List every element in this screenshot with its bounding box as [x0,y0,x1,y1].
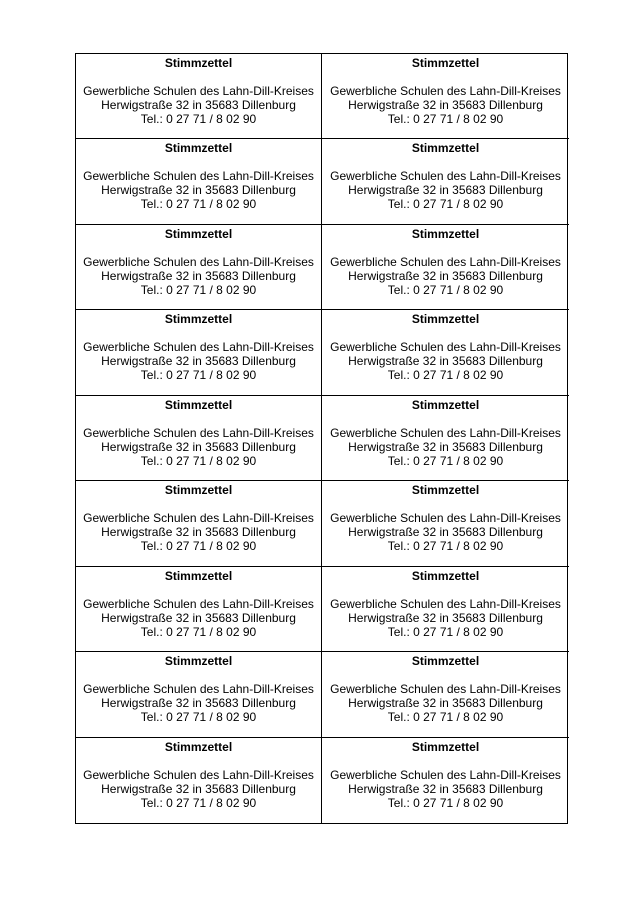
ballot-title: Stimmzettel [164,397,233,412]
ballot-card [322,139,569,224]
ballot-title: Stimmzettel [411,397,480,412]
school-address: Herwigstraße 32 in 35683 Dillenburg [348,696,543,711]
school-address: Herwigstraße 32 in 35683 Dillenburg [348,781,543,796]
school-address: Herwigstraße 32 in 35683 Dillenburg [101,696,296,711]
ballot-title: Stimmzettel [411,226,480,241]
ballot-card [322,310,569,395]
school-name: Gewerbliche Schulen des Lahn-Dill-Kreises [330,84,561,98]
school-name: Gewerbliche Schulen des Lahn-Dill-Kreises [330,511,561,526]
school-name: Gewerbliche Schulen des Lahn-Dill-Kreises [83,425,314,440]
school-name: Gewerbliche Schulen des Lahn-Dill-Kreises [83,596,314,611]
ballot-card [76,139,322,224]
school-address: Herwigstraße 32 in 35683 Dillenburg [348,183,543,198]
school-name: Gewerbliche Schulen des Lahn-Dill-Kreises [330,596,561,611]
ballot-title: Stimmzettel [411,568,480,583]
school-address: Herwigstraße 32 in 35683 Dillenburg [348,268,543,283]
school-name: Gewerbliche Schulen des Lahn-Dill-Kreises [83,84,314,98]
school-address: Herwigstraße 32 in 35683 Dillenburg [348,98,543,112]
ballot-title: Stimmzettel [411,739,480,754]
school-address: Herwigstraße 32 in 35683 Dillenburg [101,610,296,625]
ballot-title: Stimmzettel [164,226,233,241]
school-address: Herwigstraße 32 in 35683 Dillenburg [348,525,543,540]
school-name: Gewerbliche Schulen des Lahn-Dill-Kreises [330,254,561,269]
school-phone: Tel.: 0 27 71 / 8 02 90 [387,368,504,383]
ballot-title: Stimmzettel [164,654,233,669]
ballot-card [76,481,322,566]
school-phone: Tel.: 0 27 71 / 8 02 90 [140,624,257,639]
school-phone: Tel.: 0 27 71 / 8 02 90 [140,453,257,468]
school-name: Gewerbliche Schulen des Lahn-Dill-Kreises [83,340,314,355]
school-phone: Tel.: 0 27 71 / 8 02 90 [140,539,257,554]
ballot-title: Stimmzettel [411,141,480,156]
ballot-title: Stimmzettel [164,56,233,70]
ballot-title: Stimmzettel [164,483,233,498]
school-phone: Tel.: 0 27 71 / 8 02 90 [387,282,504,297]
school-phone: Tel.: 0 27 71 / 8 02 90 [140,368,257,383]
ballot-title: Stimmzettel [164,568,233,583]
ballot-title: Stimmzettel [164,312,233,327]
ballot-title: Stimmzettel [411,654,480,669]
school-phone: Tel.: 0 27 71 / 8 02 90 [140,197,257,212]
school-phone: Tel.: 0 27 71 / 8 02 90 [387,197,504,212]
school-name: Gewerbliche Schulen des Lahn-Dill-Kreises [83,511,314,526]
school-name: Gewerbliche Schulen des Lahn-Dill-Kreises [83,682,314,697]
ballot-title: Stimmzettel [411,483,480,498]
school-address: Herwigstraße 32 in 35683 Dillenburg [101,268,296,283]
school-name: Gewerbliche Schulen des Lahn-Dill-Kreises [330,340,561,355]
ballot-card [76,738,322,823]
ballot-card [76,310,322,395]
school-phone: Tel.: 0 27 71 / 8 02 90 [387,710,504,725]
school-phone: Tel.: 0 27 71 / 8 02 90 [387,453,504,468]
school-name: Gewerbliche Schulen des Lahn-Dill-Kreises [330,767,561,782]
ballot-card [76,652,322,737]
school-name: Gewerbliche Schulen des Lahn-Dill-Kreises [83,169,314,184]
ballot-card [322,396,569,481]
ballot-card [76,567,322,652]
school-phone: Tel.: 0 27 71 / 8 02 90 [140,710,257,725]
school-address: Herwigstraße 32 in 35683 Dillenburg [101,439,296,454]
school-address: Herwigstraße 32 in 35683 Dillenburg [101,98,296,112]
ballot-card [322,54,569,139]
school-phone: Tel.: 0 27 71 / 8 02 90 [140,282,257,297]
school-phone: Tel.: 0 27 71 / 8 02 90 [387,539,504,554]
school-name: Gewerbliche Schulen des Lahn-Dill-Kreises [330,169,561,184]
school-address: Herwigstraße 32 in 35683 Dillenburg [101,525,296,540]
school-phone: Tel.: 0 27 71 / 8 02 90 [387,795,504,810]
ballot-card [76,54,322,139]
school-address: Herwigstraße 32 in 35683 Dillenburg [101,781,296,796]
ballot-card [322,567,569,652]
ballot-card [322,225,569,310]
school-address: Herwigstraße 32 in 35683 Dillenburg [348,439,543,454]
school-name: Gewerbliche Schulen des Lahn-Dill-Kreises [83,254,314,269]
ballot-card [322,652,569,737]
school-phone: Tel.: 0 27 71 / 8 02 90 [140,112,257,126]
school-address: Herwigstraße 32 in 35683 Dillenburg [348,610,543,625]
ballot-title: Stimmzettel [164,141,233,156]
school-address: Herwigstraße 32 in 35683 Dillenburg [348,354,543,369]
school-phone: Tel.: 0 27 71 / 8 02 90 [387,112,504,126]
ballot-title: Stimmzettel [411,312,480,327]
ballot-card [322,738,569,823]
school-address: Herwigstraße 32 in 35683 Dillenburg [101,183,296,198]
school-phone: Tel.: 0 27 71 / 8 02 90 [387,624,504,639]
school-name: Gewerbliche Schulen des Lahn-Dill-Kreises [330,682,561,697]
ballot-card [76,225,322,310]
ballot-card [76,396,322,481]
school-address: Herwigstraße 32 in 35683 Dillenburg [101,354,296,369]
school-name: Gewerbliche Schulen des Lahn-Dill-Kreises [330,425,561,440]
school-name: Gewerbliche Schulen des Lahn-Dill-Kreises [83,767,314,782]
ballot-title: Stimmzettel [411,56,480,70]
school-phone: Tel.: 0 27 71 / 8 02 90 [140,795,257,810]
ballot-sheet [75,53,568,824]
ballot-title: Stimmzettel [164,739,233,754]
ballot-card [322,481,569,566]
